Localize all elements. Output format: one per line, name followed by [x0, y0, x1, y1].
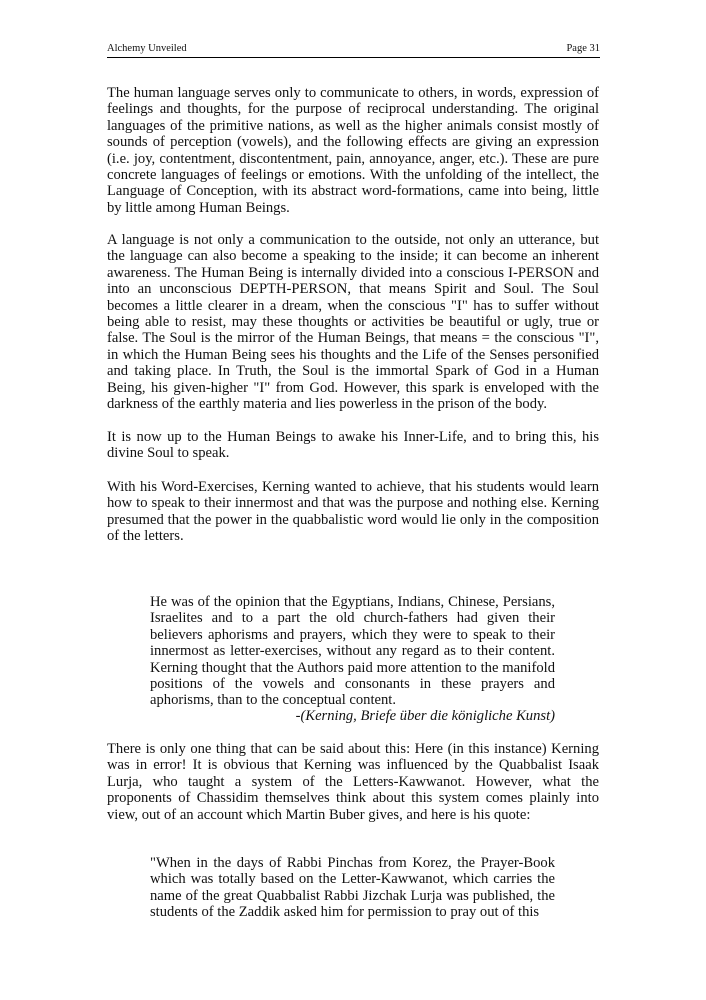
block-quote-kerning: He was of the opinion that the Egyptians, Indians, Chinese, Persians, Israelites and to a part the old church-fathers had given their believers aphorisms and prayers, which they were to speak to their innermost as letter-exercises, without any regard as to their content. Kerning thought that the Authors paid more attention to the manifold positions of the vowels and consonants in these prayers and aphorisms, than to the conceptual content.	[150, 594, 555, 709]
paragraph-inner-life: It is now up to the Human Beings to awake his Inner-Life, and to bring this, his divine Soul to speak.	[107, 429, 599, 462]
quote-citation: -(Kerning, Briefe über die königliche Kunst)	[295, 708, 555, 724]
block-quote-buber: "When in the days of Rabbi Pinchas from Korez, the Prayer-Book which was totally based on the Letter-Kawwanot, which carries the name of the great Quabbalist Rabbi Jizchak Lurja was published, the students of the Zaddik asked him for permission to pray out of this	[150, 855, 555, 921]
paragraph-kerning-error: There is only one thing that can be said about this: Here (in this instance) Kerning was in error! It is obvious that Kerning was influenced by the Quabbalist Isaak Lurja, who taught a system of the Letters-Kawwanot. However, what the proponents of Chassidim themselves think about this system comes plainly into view, out of an account which Martin Buber gives, and here is his quote:	[107, 741, 599, 823]
page-header	[107, 41, 600, 58]
paragraph-word-exercises: With his Word-Exercises, Kerning wanted to achieve, that his students would learn how to speak to their innermost and that was the purpose and nothing else. Kerning presumed that the power in the quabbalistic word would lie only in the composition of the letters.	[107, 479, 599, 545]
paragraph-human-language: The human language serves only to communicate to others, in words, expression of feelings and thoughts, for the purpose of reciprocal understanding. The original languages of the primitive nations, as well as the higher animals consist mostly of sounds of perception (vowels), and the following effects are giving an expression (i.e. joy, contentment, discontentment, pain, annoyance, anger, etc.). These are pure concrete languages of feelings or emotions. With the unfolding of the intellect, the Language of Conception, with its abstract word-formations, came into being, little by little among Human Beings.	[107, 85, 599, 216]
page-number: Page 31	[566, 43, 600, 54]
paragraph-inner-speaking: A language is not only a communication to the outside, not only an utterance, but the language can also become a speaking to the inside; it can become an inherent awareness. The Human Being is internally divided into a conscious I-PERSON and into an unconscious DEPTH-PERSON, that means Spirit and Soul. The Soul becomes a little clearer in a dream, when the conscious "I" has to suffer without being able to resist, may these thoughts or activities be beautiful or ugly, true or false. The Soul is the mirror of the Human Beings, that means = the conscious "I", in which the Human Being sees his thoughts and the Life of the Senses personified and taking place. In Truth, the Soul is the immortal Spark of God in a Human Being, his given-higher "I" from God. However, this spark is enveloped with the darkness of the earthly materia and lies powerless in the prison of the body.	[107, 232, 599, 413]
document-title: Alchemy Unveiled	[107, 43, 187, 54]
